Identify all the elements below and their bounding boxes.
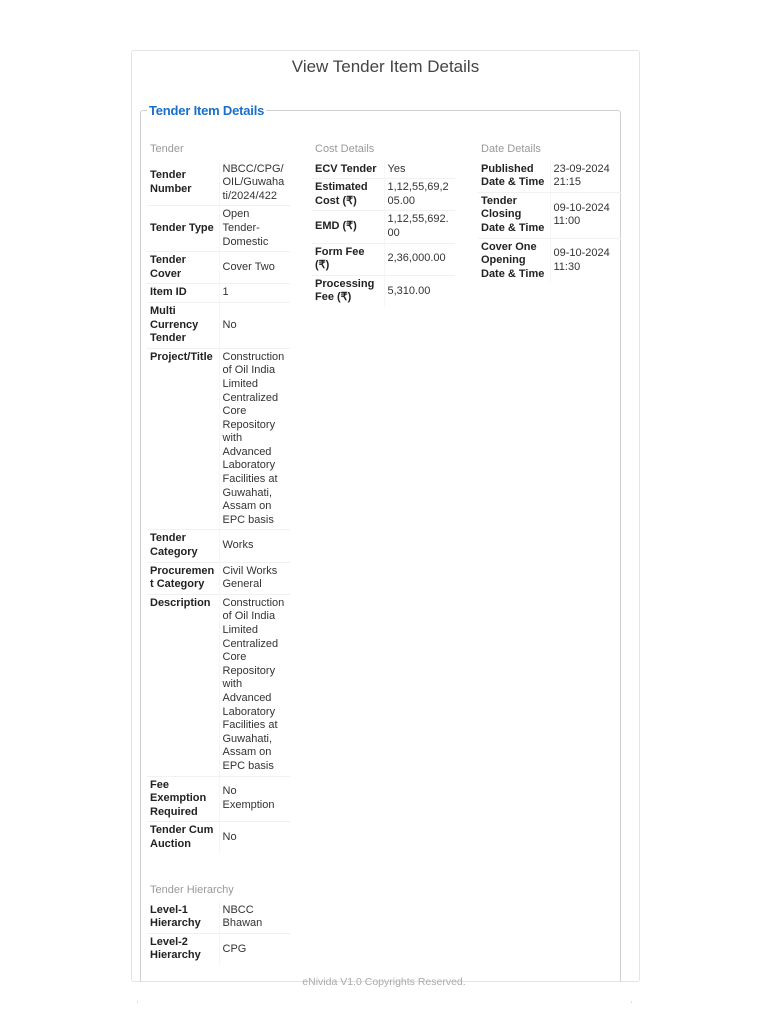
row-label: Tender Cover bbox=[147, 251, 219, 283]
row-label: ECV Tender bbox=[315, 162, 377, 175]
row-value: NBCC Bhawan bbox=[219, 902, 291, 933]
table-row bbox=[478, 192, 621, 238]
row-label: Tender Category bbox=[147, 529, 219, 561]
row-value: Construction of Oil India Limited Centralized Core Repository with Advanced Laboratory Facilities at Guwahati, Assam on EPC basis bbox=[219, 594, 291, 776]
row-label: Cover One Opening Date & Time bbox=[478, 238, 550, 284]
row-label: Item ID bbox=[147, 283, 219, 302]
row-label: Tender Closing Date & Time bbox=[478, 192, 550, 238]
row-label: Description bbox=[147, 594, 219, 776]
row-label: Published Date & Time bbox=[481, 162, 545, 189]
table-row bbox=[147, 902, 290, 933]
row-label: Procurement Category bbox=[147, 562, 219, 594]
table-row bbox=[147, 283, 290, 302]
row-label: Level-2 Hierarchy bbox=[147, 933, 219, 965]
table-row bbox=[312, 243, 455, 275]
cost-section-header: Cost Details bbox=[315, 143, 375, 155]
row-label: Project/Title bbox=[147, 348, 219, 530]
table-row bbox=[147, 821, 290, 853]
table-row bbox=[147, 161, 290, 206]
row-value: No Exemption bbox=[219, 776, 291, 822]
row-value: NBCC/CPG/OIL/Guwahati/2024/422 bbox=[219, 161, 291, 206]
row-value: 5,310.00 bbox=[384, 275, 456, 307]
tender-section-header: Tender bbox=[150, 143, 184, 155]
date-section-header: Date Details bbox=[481, 143, 541, 155]
row-label: Fee Exemption Required bbox=[147, 776, 219, 822]
table-row bbox=[478, 161, 621, 192]
row-label: EMD (₹) bbox=[312, 210, 384, 242]
row-label: Tender Cum Auction bbox=[147, 821, 219, 853]
row-label: Multi Currency Tender bbox=[147, 302, 219, 348]
row-value: Open Tender-Domestic bbox=[219, 205, 291, 251]
table-row bbox=[147, 776, 290, 822]
divider bbox=[631, 1001, 632, 1003]
fieldset-legend: Tender Item Details bbox=[149, 103, 265, 118]
table-row bbox=[312, 161, 455, 179]
row-value: 1,12,55,692.00 bbox=[384, 210, 456, 242]
row-value: Civil Works General bbox=[219, 562, 291, 594]
table-row bbox=[147, 933, 290, 965]
row-value: 1,12,55,69,205.00 bbox=[384, 178, 456, 210]
tender-table bbox=[147, 140, 290, 854]
cost-details-table bbox=[312, 140, 455, 307]
row-value: No bbox=[219, 302, 291, 348]
row-value: 1 bbox=[219, 283, 291, 302]
date-details-table bbox=[478, 140, 621, 283]
row-value: Works bbox=[219, 529, 291, 561]
row-label: Tender Type bbox=[147, 205, 219, 251]
row-label: Estimated Cost (₹) bbox=[312, 178, 384, 210]
copyright-footer: eNivida V1.0 Copyrights Reserved. bbox=[302, 976, 466, 988]
tender-hierarchy-table bbox=[147, 881, 290, 965]
divider bbox=[137, 1001, 138, 1003]
table-row bbox=[312, 210, 455, 242]
row-label: Form Fee (₹) bbox=[312, 243, 384, 275]
row-value: Construction of Oil India Limited Centralized Core Repository with Advanced Laboratory Facilities at Guwahati, Assam on EPC basis bbox=[219, 348, 291, 530]
row-label: Tender Number bbox=[150, 169, 192, 195]
row-label: Level-1 Hierarchy bbox=[150, 903, 201, 930]
table-row bbox=[147, 529, 290, 561]
table-row bbox=[478, 238, 621, 284]
table-row bbox=[147, 205, 290, 251]
table-row bbox=[312, 178, 455, 210]
row-value: 23-09-2024 21:15 bbox=[550, 161, 622, 192]
row-value: Cover Two bbox=[219, 251, 291, 283]
row-value: Yes bbox=[384, 161, 456, 179]
table-row bbox=[312, 275, 455, 307]
hierarchy-section-header: Tender Hierarchy bbox=[150, 884, 234, 896]
table-row bbox=[147, 594, 290, 776]
page-title: View Tender Item Details bbox=[291, 57, 480, 76]
table-row bbox=[147, 348, 290, 530]
table-row bbox=[147, 302, 290, 348]
row-value: 09-10-2024 11:30 bbox=[550, 238, 622, 284]
row-value: 2,36,000.00 bbox=[384, 243, 456, 275]
row-value: 09-10-2024 11:00 bbox=[550, 192, 622, 238]
table-row bbox=[147, 562, 290, 594]
row-label: Processing Fee (₹) bbox=[312, 275, 384, 307]
row-value: CPG bbox=[219, 933, 291, 965]
row-value: No bbox=[219, 821, 291, 853]
table-row bbox=[147, 251, 290, 283]
